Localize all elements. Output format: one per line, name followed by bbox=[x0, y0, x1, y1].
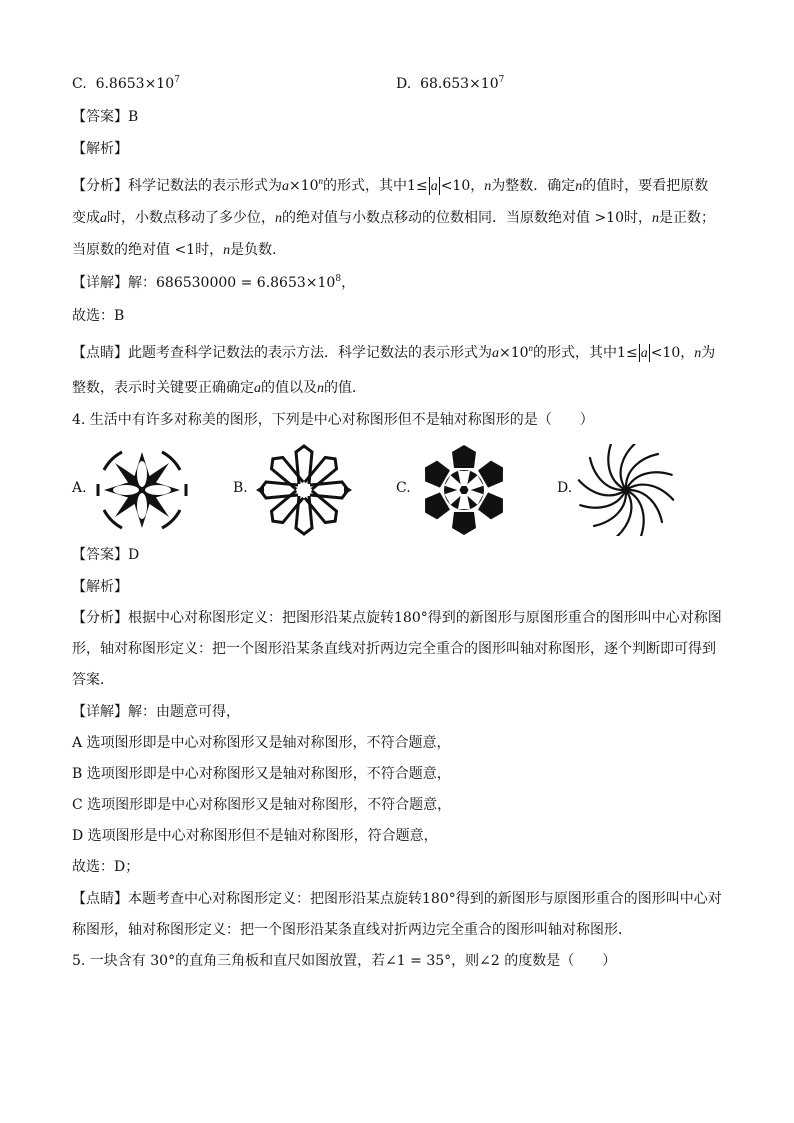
q3-analysis-line-2: 变成a时，小数点移动了多少位，n的绝对值与小数点移动的位数相同．当原数绝对值 >10时，n是正数； bbox=[72, 210, 715, 226]
q4-detail-line-4: C 选项图形即是中心对称图形又是轴对称图形，不符合题意， bbox=[72, 797, 452, 813]
q3-analysis-header: 【解析】 bbox=[72, 141, 128, 157]
q4-detail-line-1: 【详解】解：由题意可得， bbox=[72, 704, 240, 720]
q3-analysis-line-1: 【分析】科学记数法的表示形式为$a\times 10^n$的形式，其中1≤ a <10，n为整数．确定n的值时，要看把原数 bbox=[72, 176, 709, 194]
q3-answer: 【答案】B bbox=[72, 109, 139, 125]
spiral-swirl-icon bbox=[576, 444, 676, 536]
figure-a bbox=[92, 444, 192, 536]
q3-choose: 故选：B bbox=[72, 308, 125, 324]
q4-detail-line-2: A 选项图形即是中心对称图形又是轴对称图形，不符合题意， bbox=[72, 735, 451, 751]
figure-c bbox=[414, 444, 514, 536]
q4-comment-line-1: 【点睛】本题考查中心对称图形定义：把图形沿某点旋转180°得到的新图形与原图形重合的图形叫中心对 bbox=[72, 891, 722, 907]
figure-d bbox=[576, 444, 676, 536]
option-a-label: A. bbox=[72, 480, 87, 496]
q4-analysis-line-3: 答案． bbox=[72, 672, 114, 688]
q4-answer: 【答案】D bbox=[72, 547, 140, 563]
q3-analysis-line-3: 当原数的绝对值 <1时，n是负数． bbox=[72, 242, 287, 258]
q4-stem: 4. 生活中有许多对称美的图形，下列是中心对称图形但不是轴对称图形的是（ ） bbox=[72, 412, 594, 428]
q3-comment-line-1: 【点睛】此题考查科学记数法的表示方法．科学记数法的表示形式为$a\times 10^n$的形式，其中1≤ a <10，n为 bbox=[72, 343, 716, 361]
option-d-label: D. bbox=[557, 480, 573, 496]
black-petal-flower-icon bbox=[414, 444, 514, 536]
q4-detail-line-6: 故选：D； bbox=[72, 859, 140, 875]
option-d: D. $68.653\times 10^7$ bbox=[396, 75, 505, 92]
q4-detail-line-3: B 选项图形即是中心对称图形又是轴对称图形，不符合题意， bbox=[72, 766, 451, 782]
q4-analysis-line-2: 形，轴对称图形定义：把一个图形沿某条直线对折两边完全重合的图形叫轴对称图形，逐个判断即可得到 bbox=[72, 641, 716, 657]
q4-analysis-line-1: 【分析】根据中心对称图形定义：把图形沿某点旋转180°得到的新图形与原图形重合的图形叫中心对称图 bbox=[72, 610, 722, 626]
pinwheel-arms-icon bbox=[254, 444, 354, 536]
q5-stem: 5. 一块含有 30°的直角三角板和直尺如图放置，若∠1 = 35°，则∠2 的度数是（ ） bbox=[72, 953, 617, 969]
q3-detail: 【详解】解：$686530000 = 6.8653\times 10^8$， bbox=[72, 274, 356, 291]
star-flower-icon bbox=[92, 444, 192, 536]
figure-b bbox=[254, 444, 354, 536]
option-b-label: B. bbox=[233, 480, 248, 496]
q3-comment-line-2: 整数，表示时关键要正确确定a的值以及n的值． bbox=[72, 380, 366, 396]
q4-detail-line-5: D 选项图形是中心对称图形但不是轴对称图形，符合题意， bbox=[72, 828, 438, 844]
q4-comment-line-2: 称图形，轴对称图形定义：把一个图形沿某条直线对折两边完全重合的图形叫轴对称图形． bbox=[72, 922, 632, 938]
option-c: C. $6.8653\times 10^7$ bbox=[72, 75, 180, 92]
q4-analysis-header: 【解析】 bbox=[72, 579, 128, 595]
option-c-label: C. bbox=[396, 480, 411, 496]
